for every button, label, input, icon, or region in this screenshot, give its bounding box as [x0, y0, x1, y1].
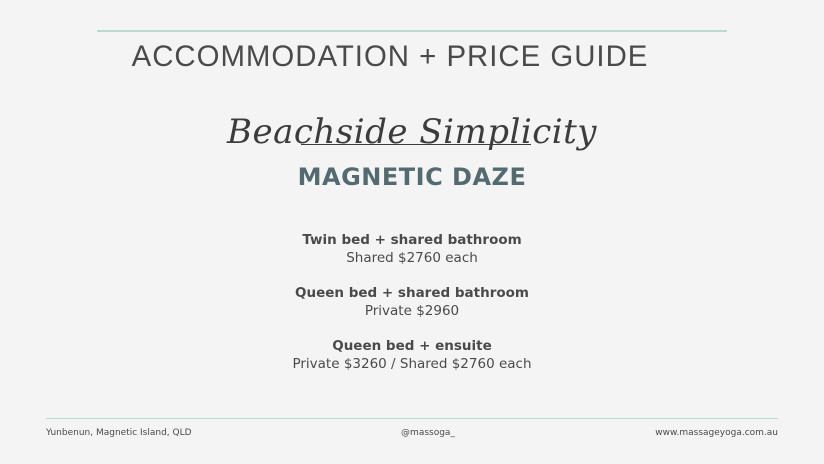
footer-location: Yunbenun, Magnetic Island, QLD [46, 428, 192, 438]
option-room: Queen bed + ensuite [332, 338, 492, 354]
option-price: Private $2960 [364, 303, 460, 319]
option-room: Twin bed + shared bathroom [302, 232, 522, 248]
price-options [0, 230, 824, 389]
footer-website[interactable]: www.massageyoga.com.au [655, 428, 778, 438]
script-title [0, 112, 824, 152]
footer-handle[interactable]: @massoga_ [401, 428, 455, 438]
package-name: MAGNETIC DAZE [297, 163, 527, 191]
bottom-divider [46, 418, 778, 419]
option-queen-ensuite [0, 336, 824, 373]
option-price: Private $3260 / Shared $2760 each [292, 356, 532, 372]
option-price: Shared $2760 each [346, 250, 478, 266]
script-title-text: Beachside Simplicity [226, 112, 598, 152]
script-underline [301, 144, 531, 145]
top-divider [97, 30, 727, 32]
option-room: Queen bed + shared bathroom [295, 285, 529, 301]
option-queen-shared [0, 283, 824, 320]
page-title: ACCOMMODATION + PRICE GUIDE [131, 40, 649, 73]
option-twin-shared [0, 230, 824, 267]
